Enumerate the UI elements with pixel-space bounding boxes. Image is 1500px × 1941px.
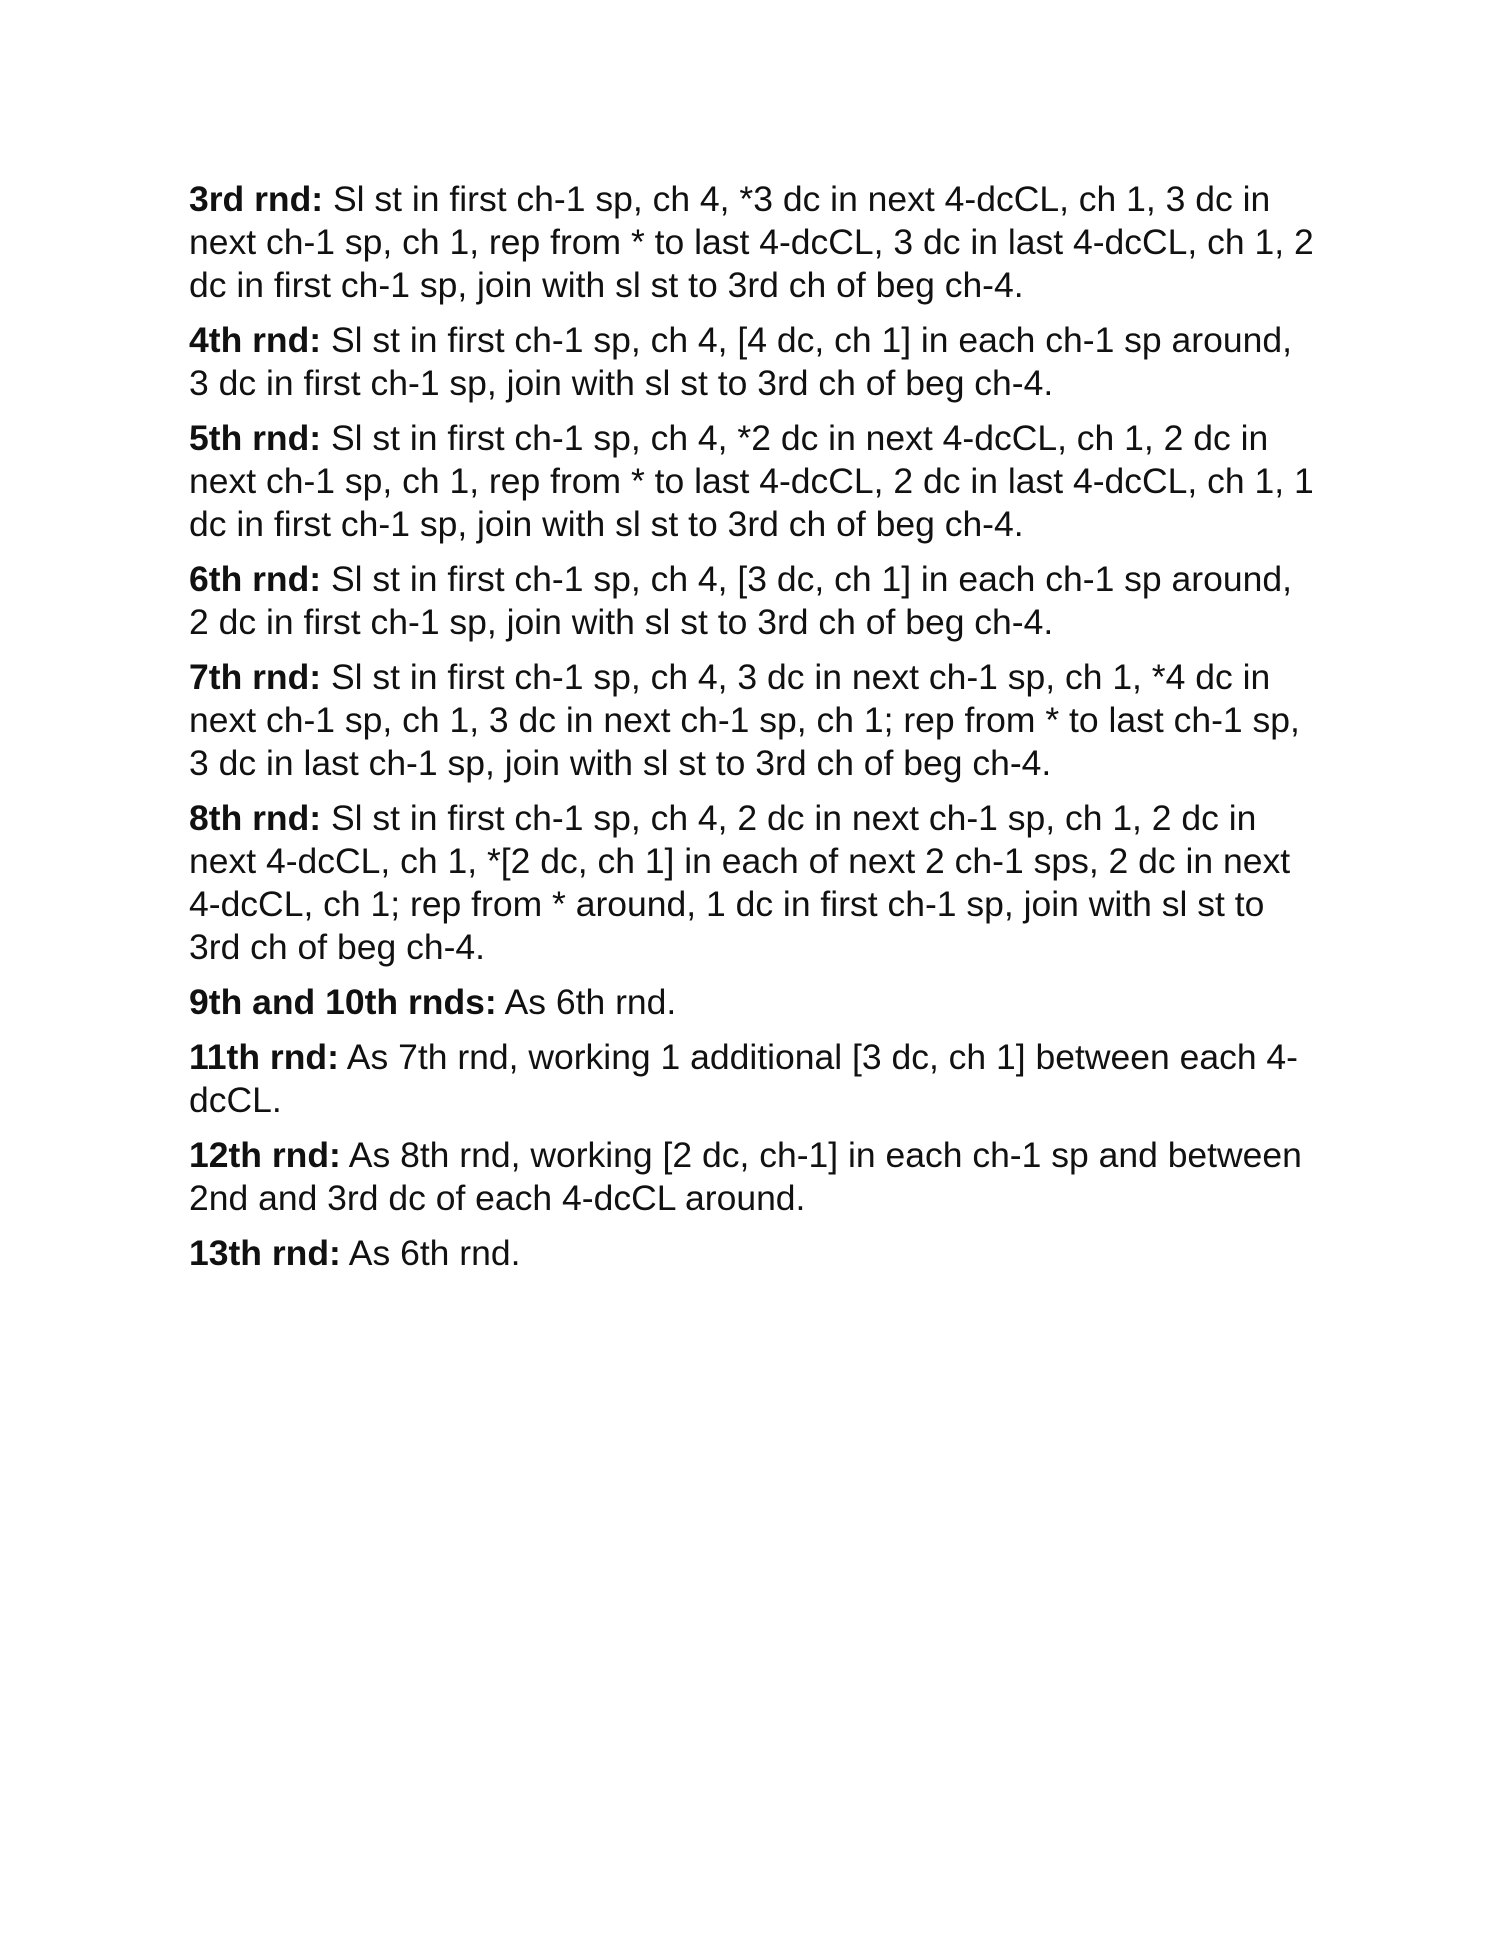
- instruction-text: Sl st in first ch-1 sp, ch 4, *2 dc in next 4-dcCL, ch 1, 2 dc in next ch-1 sp, ch 1, rep from * to last 4-dcCL, 2 dc in last 4-dcCL, ch 1, 1 dc in first ch-1 sp, join with sl st to 3rd ch of beg ch-4.: [189, 418, 1314, 544]
- instruction-rnd-7: [189, 656, 1319, 785]
- instruction-rnd-3: [189, 178, 1319, 307]
- instruction-rnd-9-10: [189, 981, 1319, 1024]
- instruction-label: 9th and 10th rnds:: [189, 982, 497, 1022]
- instruction-label: 4th rnd:: [189, 320, 322, 360]
- instruction-rnd-13: [189, 1232, 1319, 1275]
- instruction-text: Sl st in first ch-1 sp, ch 4, [4 dc, ch 1] in each ch-1 sp around, 3 dc in first ch-1 sp, join with sl st to 3rd ch of beg ch-4.: [189, 320, 1292, 403]
- instruction-rnd-5: [189, 417, 1319, 546]
- instruction-label: 8th rnd:: [189, 798, 322, 838]
- instruction-label: 5th rnd:: [189, 418, 322, 458]
- instruction-text: As 8th rnd, working [2 dc, ch-1] in each ch-1 sp and between 2nd and 3rd dc of each 4-dcCL around.: [189, 1135, 1302, 1218]
- instruction-text: Sl st in first ch-1 sp, ch 4, 2 dc in next ch-1 sp, ch 1, 2 dc in next 4-dcCL, ch 1, *[2 dc, ch 1] in each of next 2 ch-1 sps, 2 dc in next 4-dcCL, ch 1; rep from * around, 1 dc in first ch-1 sp, join with sl st to 3rd ch of beg ch-4.: [189, 798, 1291, 967]
- instruction-label: 3rd rnd:: [189, 179, 324, 219]
- instruction-text: As 6th rnd.: [340, 1233, 521, 1273]
- instruction-rnd-4: [189, 319, 1319, 405]
- instruction-text: As 6th rnd.: [496, 982, 677, 1022]
- instruction-label: 7th rnd:: [189, 657, 322, 697]
- instruction-text: Sl st in first ch-1 sp, ch 4, *3 dc in next 4-dcCL, ch 1, 3 dc in next ch-1 sp, ch 1, rep from * to last 4-dcCL, 3 dc in last 4-dcCL, ch 1, 2 dc in first ch-1 sp, join with sl st to 3rd ch of beg ch-4.: [189, 179, 1314, 305]
- instruction-label: 13th rnd:: [189, 1233, 341, 1273]
- instruction-rnd-8: [189, 797, 1319, 969]
- pattern-instructions: [189, 178, 1319, 1287]
- instruction-label: 11th rnd:: [189, 1037, 339, 1077]
- instruction-text: As 7th rnd, working 1 additional [3 dc, ch 1] between each 4-dcCL.: [189, 1037, 1298, 1120]
- instruction-rnd-12: [189, 1134, 1319, 1220]
- instruction-label: 12th rnd:: [189, 1135, 341, 1175]
- instruction-label: 6th rnd:: [189, 559, 322, 599]
- instruction-rnd-6: [189, 558, 1319, 644]
- instruction-rnd-11: [189, 1036, 1319, 1122]
- instruction-text: Sl st in first ch-1 sp, ch 4, [3 dc, ch 1] in each ch-1 sp around, 2 dc in first ch-1 sp, join with sl st to 3rd ch of beg ch-4.: [189, 559, 1292, 642]
- instruction-text: Sl st in first ch-1 sp, ch 4, 3 dc in next ch-1 sp, ch 1, *4 dc in next ch-1 sp, ch 1, 3 dc in next ch-1 sp, ch 1; rep from * to last ch-1 sp, 3 dc in last ch-1 sp, join with sl st to 3rd ch of beg ch-4.: [189, 657, 1300, 783]
